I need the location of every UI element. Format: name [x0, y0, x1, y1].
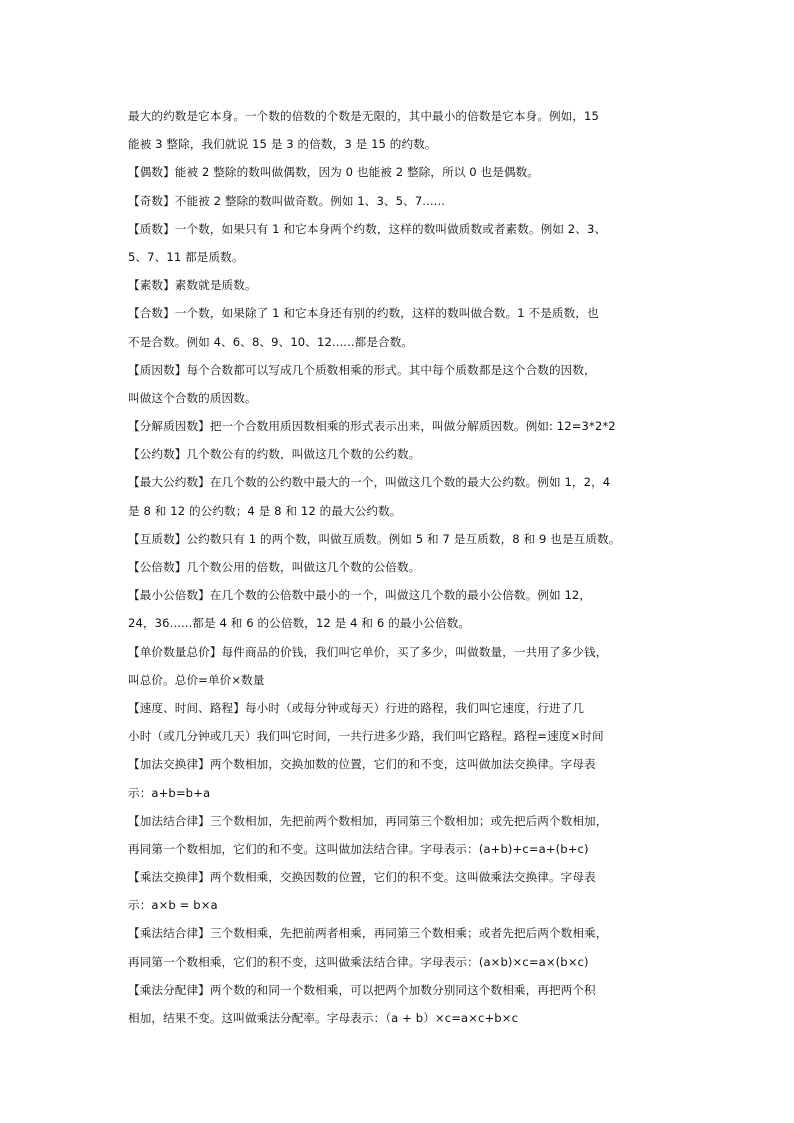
text-line: 【质数】一个数，如果只有 1 和它本身两个约数，这样的数叫做质数或者素数。例如 2、3、 — [128, 221, 607, 236]
text-line: 示：a+b=b+a — [128, 785, 211, 800]
text-line: 【速度、时间、路程】每小时（或每分钟或每天）行进的路程，我们叫它速度，行进了几 — [128, 700, 585, 715]
document-body — [128, 102, 684, 1032]
text-line: 【公约数】几个数公有的约数，叫做这几个数的公约数。 — [128, 447, 421, 462]
text-line: 【奇数】不能被 2 整除的数叫做奇数。例如 1、3、5、7...... — [128, 193, 446, 208]
text-line: 【素数】素数就是质数。 — [128, 278, 257, 293]
text-line: 不是合数。例如 4、6、8、9、10、12......都是合数。 — [128, 334, 414, 349]
text-line: 【分解质因数】把一个合数用质因数相乘的形式表示出来，叫做分解质因数。例如: 12=3*2*2 — [128, 419, 616, 434]
text-line: 【互质数】公约数只有 1 的两个数，叫做互质数。例如 5 和 7 是互质数，8 和 9 也是互质数。 — [128, 531, 621, 546]
text-line: 示：a×b = b×a — [128, 898, 218, 913]
text-line: 叫做这个合数的质因数。 — [128, 390, 257, 405]
text-line: 【加法结合律】三个数相加，先把前两个数相加，再同第三个数相加；或先把后两个数相加， — [128, 813, 608, 828]
text-line: 【乘法分配律】两个数的和同一个数相乘，可以把两个加数分别同这个数相乘，再把两个积 — [128, 982, 596, 997]
text-line: 【乘法结合律】三个数相乘，先把前两者相乘，再同第三个数相乘；或者先把后两个数相乘， — [128, 926, 608, 941]
text-line: 【加法交换律】两个数相加，交换加数的位置，它们的和不变，这叫做加法交换律。字母表 — [128, 757, 596, 772]
text-line: 【合数】一个数，如果除了 1 和它本身还有别的约数，这样的数叫做合数。1 不是质数，也 — [128, 306, 599, 321]
text-line: 24，36......都是 4 和 6 的公倍数，12 是 4 和 6 的最小公倍数。 — [128, 616, 471, 631]
text-line: 【最大公约数】在几个数的公约数中最大的一个，叫做这几个数的最大公约数。例如 1，2，4 — [128, 475, 611, 490]
text-line: 5、7、11 都是质数。 — [128, 249, 244, 264]
text-line: 【最小公倍数】在几个数的公倍数中最小的一个，叫做这几个数的最小公倍数。例如 12， — [128, 588, 592, 603]
text-line: 最大的约数是它本身。一个数的倍数的个数是无限的，其中最小的倍数是它本身。例如，15 — [128, 109, 600, 123]
text-line: 小时（或几分钟或几天）我们叫它时间，一共行进多少路，我们叫它路程。路程=速度×时间 — [128, 729, 604, 744]
text-line: 【乘法交换律】两个数相乘，交换因数的位置，它们的积不变。这叫做乘法交换律。字母表 — [128, 870, 596, 885]
text-line: 能被 3 整除，我们就说 15 是 3 的倍数，3 是 15 的约数。 — [128, 137, 437, 152]
text-line: 【单价数量总价】每件商品的价钱，我们叫它单价，买了多少，叫做数量，一共用了多少钱， — [128, 644, 608, 659]
text-line: 再同第一个数相加，它们的和不变。这叫做加法结合律。字母表示：(a+b)+c=a+(b+c) — [128, 841, 589, 856]
text-line: 相加，结果不变。这叫做乘法分配率。字母表示：（a + b）×c=a×c+b×c — [128, 1011, 519, 1025]
text-line: 【质因数】每个合数都可以写成几个质数相乘的形式。其中每个质数都是这个合数的因数， — [128, 362, 596, 377]
text-line: 【公倍数】几个数公用的倍数，叫做这几个数的公倍数。 — [128, 560, 421, 574]
text-line: 再同第一个数相乘，它们的积不变，这叫做乘法结合律。字母表示：(a×b)×c=a×(b×c) — [128, 954, 589, 969]
text-line: 【偶数】能被 2 整除的数叫做偶数，因为 0 也能被 2 整除，所以 0 也是偶数。 — [128, 165, 540, 180]
text-line: 是 8 和 12 的公约数；4 是 8 和 12 的最大公约数。 — [128, 503, 402, 518]
text-line: 叫总价。总价=单价×数量 — [128, 672, 265, 687]
